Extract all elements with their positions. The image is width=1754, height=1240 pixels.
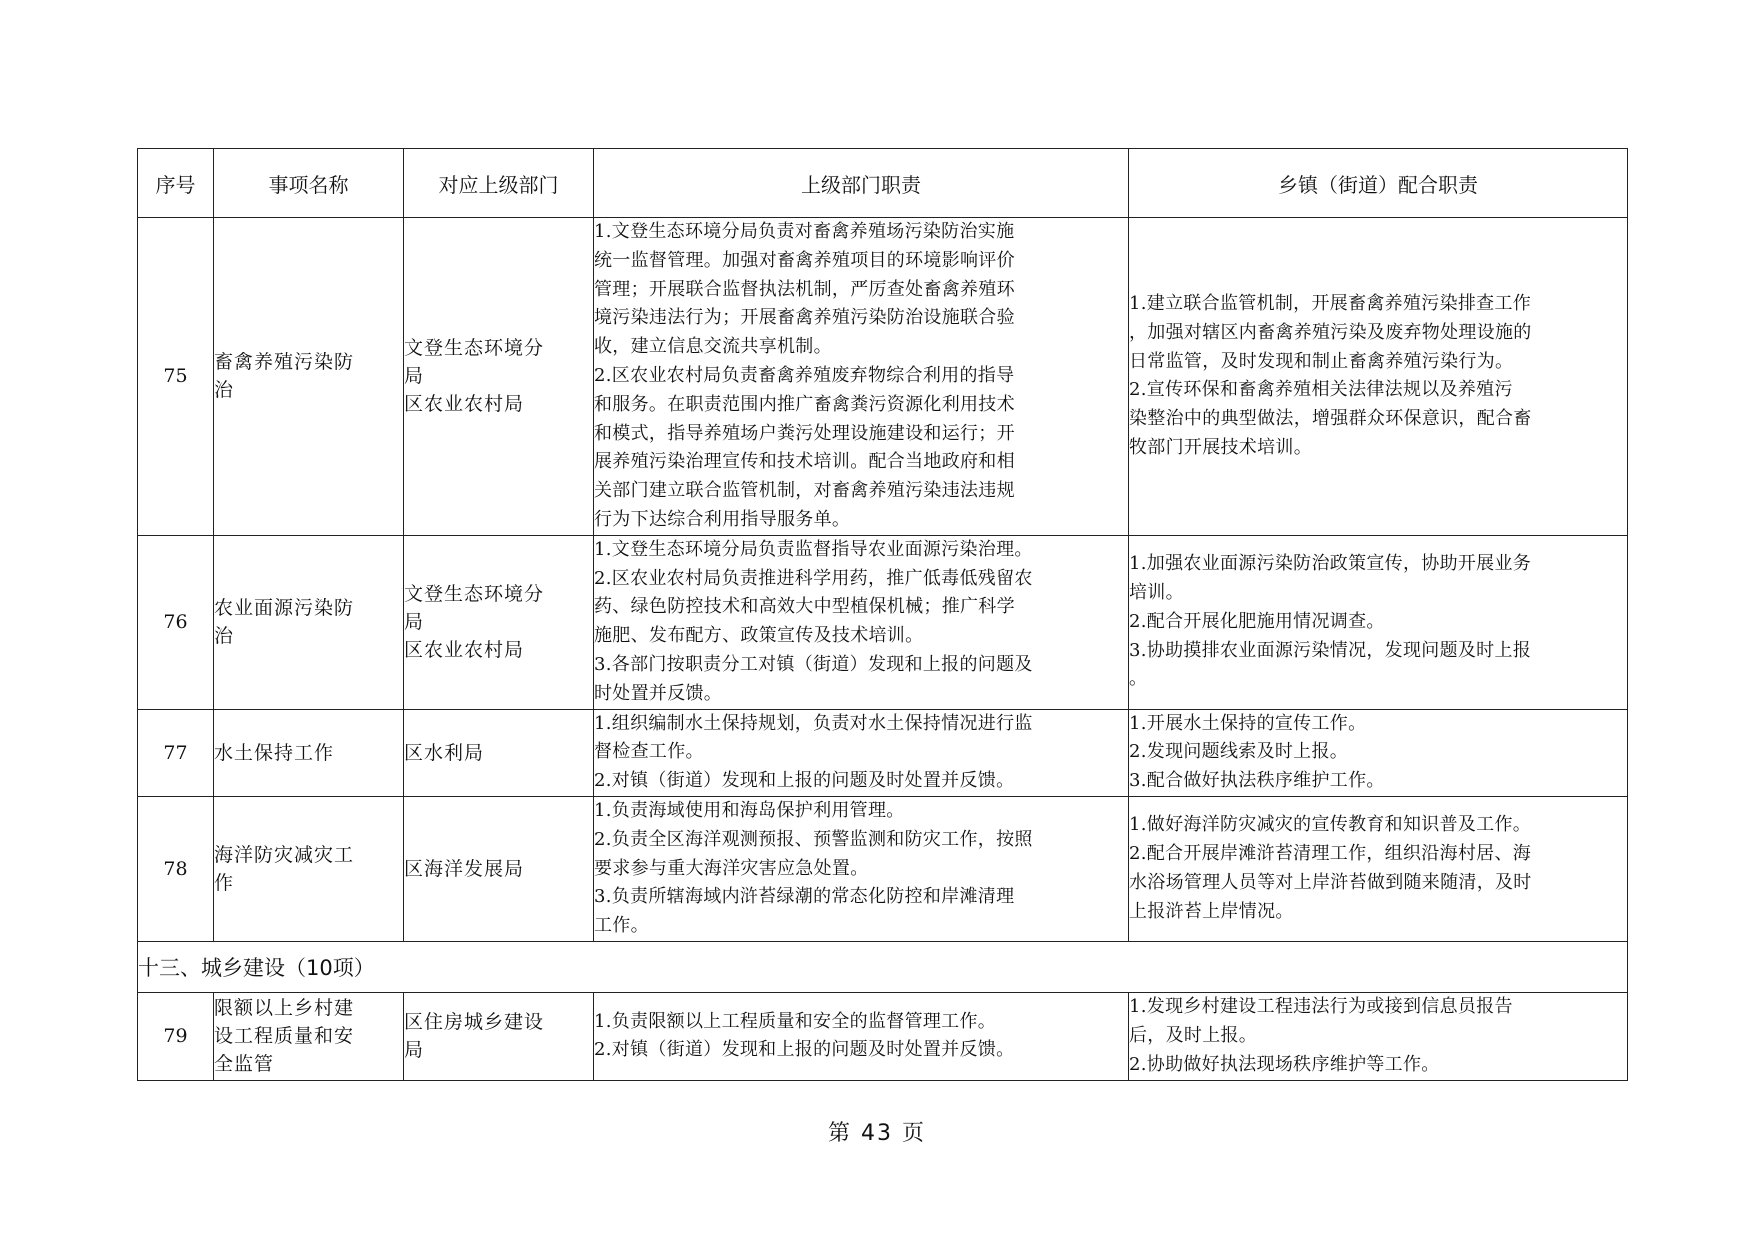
- duty-line: 2.宣传环保和畜禽养殖相关法律法规以及养殖污: [1129, 379, 1513, 401]
- duty-line: 2.区农业农村局负责畜禽养殖废弃物综合利用的指导: [594, 364, 1015, 386]
- duty-line: 2.发现问题线索及时上报。: [1129, 741, 1349, 763]
- item-name-line: 设工程质量和安: [214, 1025, 355, 1048]
- duty-line: 统一监督管理。加强对畜禽养殖项目的环境影响评价: [594, 249, 1015, 271]
- table-row: [138, 709, 1628, 796]
- duty-line: 收，建立信息交流共享机制。: [594, 336, 832, 358]
- item-name-line: 治: [214, 379, 235, 402]
- duty-line: 施肥、发布配方、政策宣传及技术培训。: [594, 625, 924, 647]
- department-cell: [404, 796, 594, 941]
- duty-line: 时处置并反馈。: [594, 682, 723, 704]
- page-number: 第 43 页: [828, 1121, 926, 1146]
- item-name-cell: [214, 218, 404, 536]
- item-name-line: 限额以上乡村建: [214, 997, 355, 1020]
- local-duties-cell: [1129, 709, 1628, 796]
- duty-line: 3.配合做好执法秩序维护工作。: [1129, 770, 1385, 792]
- duty-line: 3.协助摸排农业面源污染情况，发现问题及时上报: [1129, 639, 1532, 661]
- item-name-cell: [214, 535, 404, 709]
- duty-line: 和服务。在职责范围内推广畜禽粪污资源化利用技术: [594, 393, 1015, 415]
- local-duties-cell: [1129, 796, 1628, 941]
- duty-line: 和模式，指导养殖场户粪污处理设施建设和运行；开: [594, 422, 1015, 444]
- upper-duties-cell: [594, 992, 1129, 1080]
- department-line: 文登生态环境分: [404, 583, 545, 606]
- duty-line: 1.组织编制水土保持规划，负责对水土保持情况进行监: [594, 712, 1033, 734]
- duty-line: ，加强对辖区内畜禽养殖污染及废弃物处理设施的: [1129, 321, 1532, 343]
- duty-line: 。: [1129, 668, 1148, 690]
- department-line: 文登生态环境分: [404, 337, 545, 360]
- duty-line: 1.发现乡村建设工程违法行为或接到信息员报告: [1129, 996, 1513, 1018]
- header-cell-local-duties: 乡镇（街道）配合职责: [1129, 149, 1628, 218]
- section-title: 十三、城乡建设（10项）: [138, 941, 1628, 992]
- duty-table: [137, 148, 1628, 1081]
- row-number: 76: [138, 535, 214, 709]
- item-name-line: 水土保持工作: [214, 741, 335, 764]
- item-name-line: 海洋防灾减灾工: [214, 843, 355, 866]
- duty-line: 上报浒苔上岸情况。: [1129, 900, 1294, 922]
- header-cell-department: 对应上级部门: [404, 149, 594, 218]
- duty-line: 2.对镇（街道）发现和上报的问题及时处置并反馈。: [594, 770, 1015, 792]
- duty-line: 1.负责海域使用和海岛保护利用管理。: [594, 799, 905, 821]
- duty-line: 1.加强农业面源污染防治政策宣传，协助开展业务: [1129, 553, 1532, 575]
- department-cell: [404, 535, 594, 709]
- item-name-cell: [214, 796, 404, 941]
- department-line: 局: [404, 365, 425, 388]
- table-header-row: [138, 149, 1628, 218]
- duty-line: 关部门建立联合监管机制，对畜禽养殖污染违法违规: [594, 480, 1015, 502]
- upper-duties-cell: [594, 218, 1129, 536]
- duty-line: 日常监管，及时发现和制止畜禽养殖污染行为。: [1129, 350, 1514, 372]
- item-name-line: 全监管: [214, 1053, 275, 1076]
- department-cell: [404, 218, 594, 536]
- department-line: 局: [404, 1039, 425, 1062]
- duty-line: 2.配合开展化肥施用情况调查。: [1129, 610, 1385, 632]
- duty-line: 3.各部门按职责分工对镇（街道）发现和上报的问题及: [594, 653, 1033, 675]
- table-row: [138, 796, 1628, 941]
- header-cell-item-name: 事项名称: [214, 149, 404, 218]
- duty-line: 2.协助做好执法现场秩序维护等工作。: [1129, 1053, 1440, 1075]
- duty-line: 1.开展水土保持的宣传工作。: [1129, 712, 1367, 734]
- duty-line: 2.负责全区海洋观测预报、预警监测和防灾工作，按照: [594, 828, 1033, 850]
- duty-line: 行为下达综合利用指导服务单。: [594, 508, 851, 530]
- upper-duties-cell: [594, 709, 1129, 796]
- department-cell: [404, 992, 594, 1080]
- duty-line: 培训。: [1129, 581, 1184, 603]
- duty-line: 水浴场管理人员等对上岸浒苔做到随来随清，及时: [1129, 871, 1532, 893]
- duty-line: 后，及时上报。: [1129, 1025, 1258, 1047]
- item-name-cell: [214, 992, 404, 1080]
- duty-line: 展养殖污染治理宣传和技术培训。配合当地政府和相: [594, 451, 1015, 473]
- department-line: 区水利局: [404, 741, 485, 764]
- department-line: 区农业农村局: [404, 393, 525, 416]
- local-duties-cell: [1129, 535, 1628, 709]
- upper-duties-cell: [594, 535, 1129, 709]
- duty-line: 工作。: [594, 915, 649, 937]
- item-name-line: 治: [214, 625, 235, 648]
- header-cell-upper-duties: 上级部门职责: [594, 149, 1129, 218]
- duty-line: 1.建立联合监管机制，开展畜禽养殖污染排查工作: [1129, 292, 1532, 314]
- duty-line: 1.做好海洋防灾减灾的宣传教育和知识普及工作。: [1129, 814, 1532, 836]
- section-header-row: [138, 941, 1628, 992]
- table-row: [138, 992, 1628, 1080]
- row-number: 77: [138, 709, 214, 796]
- department-cell: [404, 709, 594, 796]
- duty-line: 1.文登生态环境分局负责对畜禽养殖场污染防治实施: [594, 221, 1015, 242]
- duty-line: 3.负责所辖海域内浒苔绿潮的常态化防控和岸滩清理: [594, 886, 1015, 908]
- item-name-line: 农业面源污染防: [214, 597, 355, 620]
- duty-line: 药、绿色防控技术和高效大中型植保机械；推广科学: [594, 596, 1015, 618]
- department-line: 区住房城乡建设: [404, 1011, 545, 1034]
- item-name-line: 作: [214, 871, 235, 894]
- duty-line: 1.负责限额以上工程质量和安全的监督管理工作。: [594, 1010, 997, 1032]
- duty-line: 管理；开展联合监督执法机制，严厉查处畜禽养殖环: [594, 278, 1015, 300]
- upper-duties-cell: [594, 796, 1129, 941]
- duty-line: 2.配合开展岸滩浒苔清理工作，组织沿海村居、海: [1129, 843, 1532, 865]
- duty-line: 染整治中的典型做法，增强群众环保意识，配合畜: [1129, 408, 1532, 430]
- duty-line: 境污染违法行为；开展畜禽养殖污染防治设施联合验: [594, 307, 1015, 329]
- local-duties-cell: [1129, 218, 1628, 536]
- row-number: 79: [138, 992, 214, 1080]
- table-row: [138, 535, 1628, 709]
- department-line: 局: [404, 611, 425, 634]
- header-cell-number: 序号: [138, 149, 214, 218]
- duty-line: 要求参与重大海洋灾害应急处置。: [594, 857, 869, 879]
- duty-line: 督检查工作。: [594, 741, 704, 763]
- department-line: 区农业农村局: [404, 639, 525, 662]
- row-number: 78: [138, 796, 214, 941]
- table-row: [138, 218, 1628, 536]
- row-number: 75: [138, 218, 214, 536]
- department-line: 区海洋发展局: [404, 857, 525, 880]
- local-duties-cell: [1129, 992, 1628, 1080]
- duty-line: 2.区农业农村局负责推进科学用药，推广低毒低残留农: [594, 567, 1033, 589]
- item-name-cell: [214, 709, 404, 796]
- item-name-line: 畜禽养殖污染防: [214, 351, 355, 374]
- duty-line: 牧部门开展技术培训。: [1129, 436, 1312, 458]
- duty-line: 1.文登生态环境分局负责监督指导农业面源污染治理。: [594, 538, 1033, 560]
- duty-line: 2.对镇（街道）发现和上报的问题及时处置并反馈。: [594, 1039, 1015, 1061]
